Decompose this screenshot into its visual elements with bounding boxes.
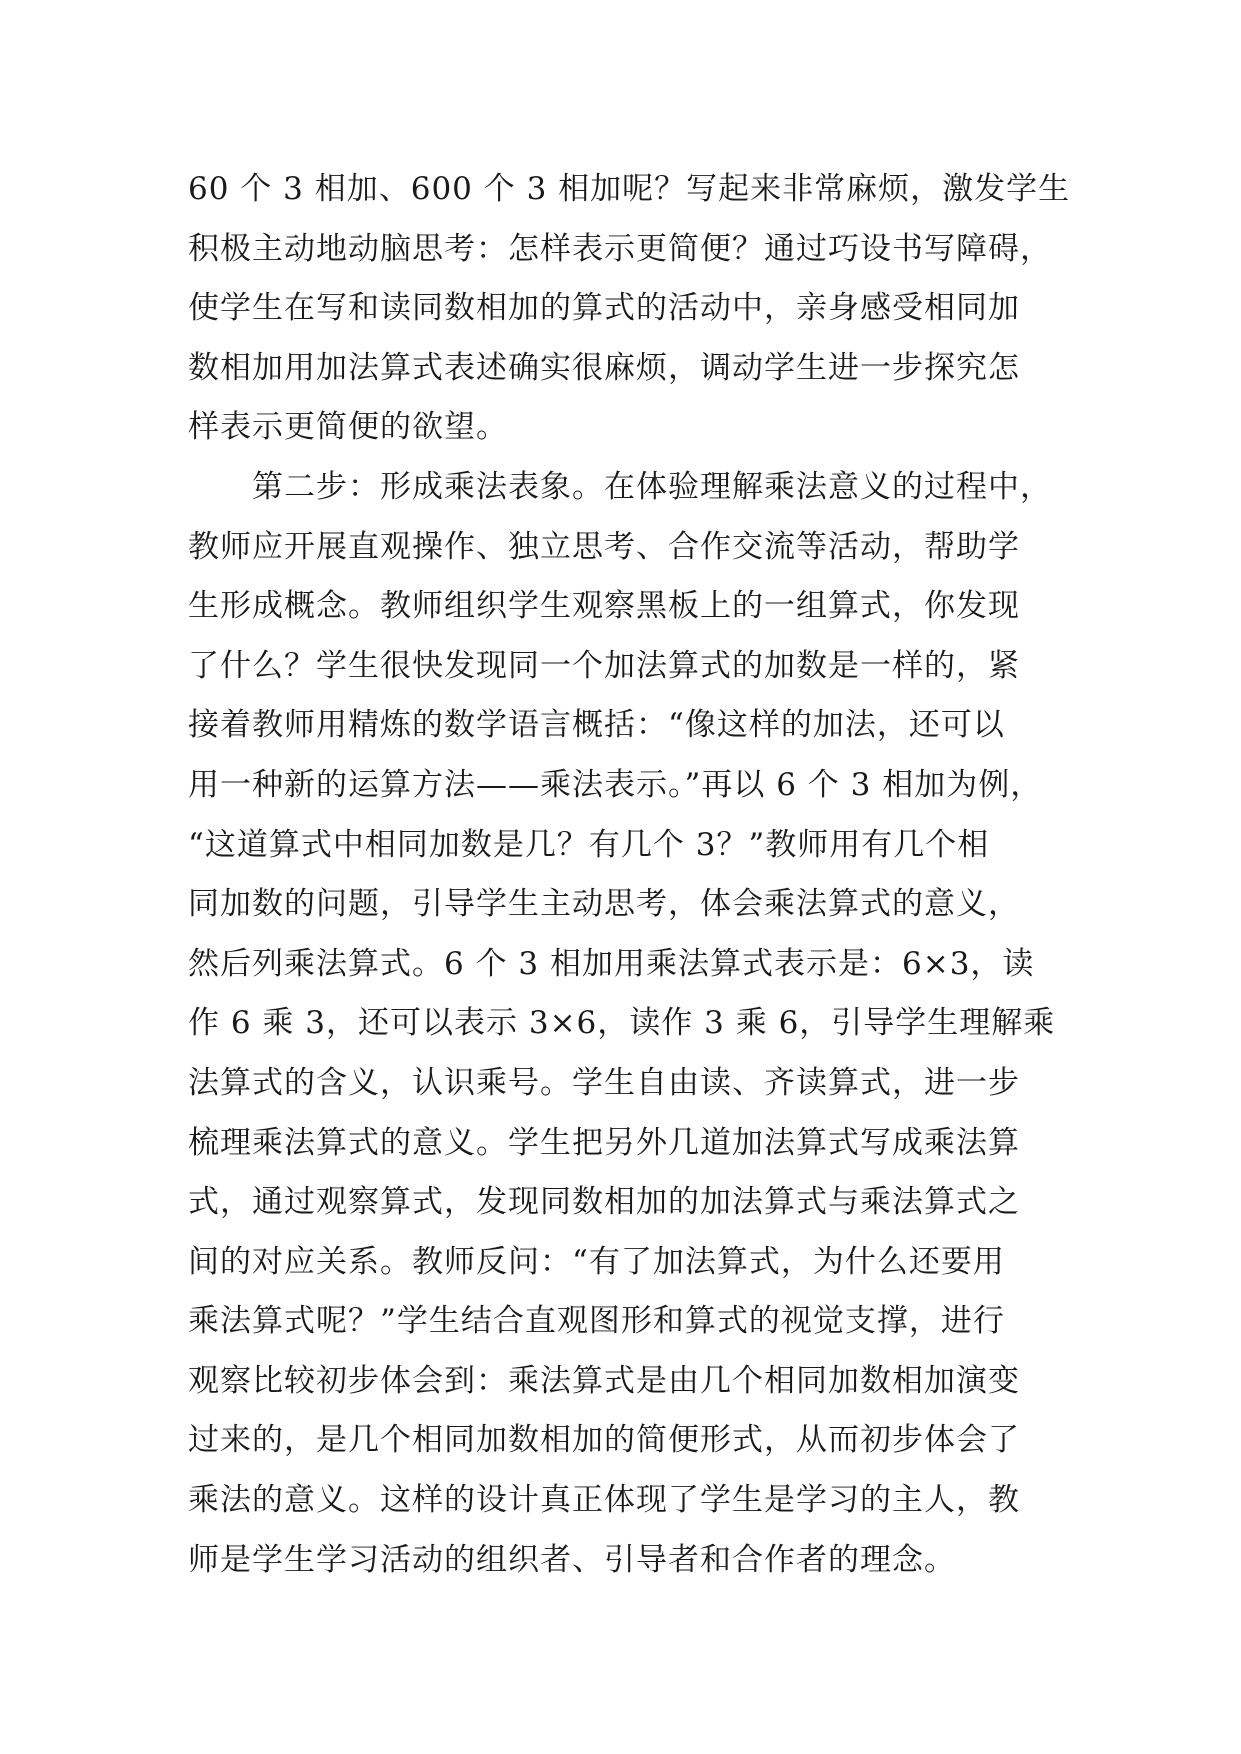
text-line: 使学生在写和读同数相加的算式的活动中，亲身感受相同加 xyxy=(188,290,1020,327)
text-line: 乘法的意义。这样的设计真正体现了学生是学习的主人，教 xyxy=(188,1482,1020,1519)
text-line: “这道算式中相同加数是几？有几个 3？”教师用有几个相 xyxy=(188,826,990,863)
text-line: 接着教师用精炼的数学语言概括：“像这样的加法，还可以 xyxy=(188,707,1005,744)
text-line: 乘法算式呢？”学生结合直观图形和算式的视觉支撑，进行 xyxy=(188,1303,1005,1340)
text-line: 过来的，是几个相同加数相加的简便形式，从而初步体会了 xyxy=(188,1422,1020,1459)
text-line: 然后列乘法算式。6 个 3 相加用乘法算式表示是：6×3，读 xyxy=(188,945,1035,982)
text-line: 数相加用加法算式表述确实很麻烦，调动学生进一步探究怎 xyxy=(188,349,1020,386)
text-line: 生形成概念。教师组织学生观察黑板上的一组算式，你发现 xyxy=(188,588,1020,625)
text-line: 用一种新的运算方法——乘法表示。”再以 6 个 3 相加为例， xyxy=(188,766,1043,803)
text-line: 式，通过观察算式，发现同数相加的加法算式与乘法算式之 xyxy=(188,1184,1020,1221)
text-line: 梳理乘法算式的意义。学生把另外几道加法算式写成乘法算 xyxy=(188,1124,1020,1161)
text-line: 教师应开展直观操作、独立思考、合作交流等活动，帮助学 xyxy=(188,528,1020,565)
text-line: 观察比较初步体会到：乘法算式是由几个相同加数相加演变 xyxy=(188,1362,1020,1399)
text-line: 样表示更简便的欲望。 xyxy=(188,409,508,446)
text-line: 积极主动地动脑思考：怎样表示更简便？通过巧设书写障碍， xyxy=(188,230,1052,267)
text-line: 作 6 乘 3，还可以表示 3×6，读作 3 乘 6，引导学生理解乘 xyxy=(188,1005,1056,1042)
text-line: 第二步：形成乘法表象。在体验理解乘法意义的过程中， xyxy=(188,468,1052,505)
text-line: 60 个 3 相加、600 个 3 相加呢？写起来非常麻烦，激发学生 xyxy=(188,171,1071,207)
body-text xyxy=(188,160,1088,1590)
text-line: 法算式的含义，认识乘号。学生自由读、齐读算式，进一步 xyxy=(188,1064,1020,1101)
text-line: 师是学生学习活动的组织者、引导者和合作者的理念。 xyxy=(188,1541,956,1578)
text-line: 同加数的问题，引导学生主动思考，体会乘法算式的意义， xyxy=(188,886,1020,923)
text-line: 间的对应关系。教师反问：“有了加法算式，为什么还要用 xyxy=(188,1243,1005,1280)
text-line: 了什么？学生很快发现同一个加法算式的加数是一样的，紧 xyxy=(188,647,1020,684)
